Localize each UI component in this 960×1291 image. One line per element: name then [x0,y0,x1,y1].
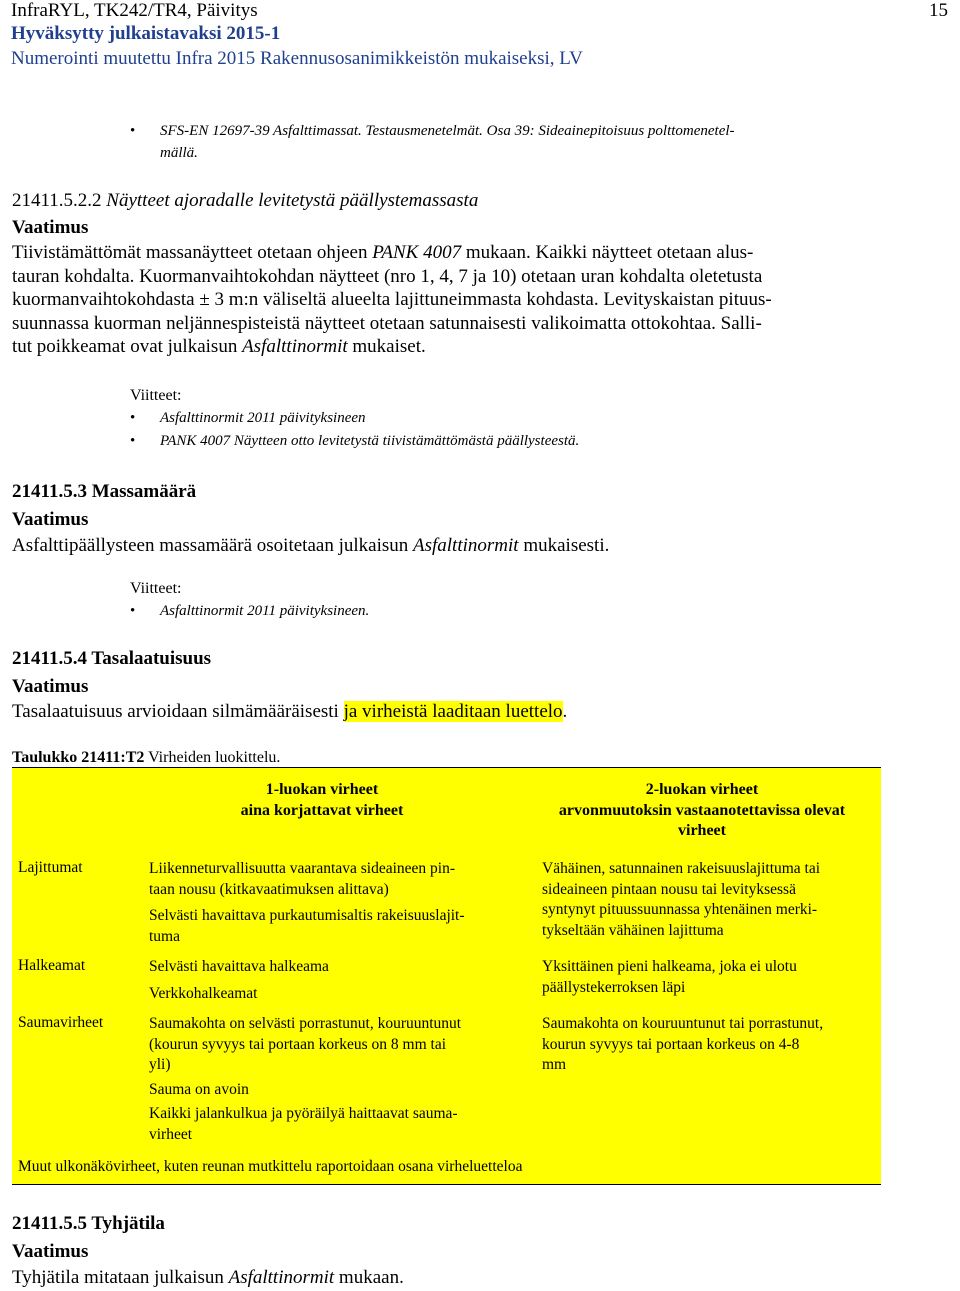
reference-text: PANK 4007 Näytteen otto levitetystä tiivistämättömästä päällysteestä. [160,433,580,449]
section-heading-5-5 [12,1213,165,1235]
text-span: mukaan. [334,1267,404,1288]
header-line: 2-luokan virheet [645,781,759,798]
requirement-label: Vaatimus [12,509,89,530]
cell-line: Vähäinen, satunnainen rakeisuuslajittuma tai [542,860,821,877]
text-span: Tyhjätila mitataan julkaisun [12,1267,229,1288]
reference-line-2: mällä. [160,145,198,161]
reference-item [130,433,580,450]
section-heading-5-3 [12,481,196,503]
bullet-icon: • [130,410,136,426]
reference-name: Asfalttinormit [228,1267,335,1288]
table-caption [12,749,280,767]
caption-label: Taulukko 21411:T2 [12,749,145,766]
text-span: Asfalttipäällysteen massamäärä osoitetaan julkaisun [12,535,413,556]
requirement-label: Vaatimus [12,676,89,697]
requirement-label: Vaatimus [12,217,89,238]
cell-line: taan nousu (kitkavaatimuksen alittava) [149,880,389,898]
bullet-icon: • [130,603,136,619]
highlighted-text: ja virheistä laaditaan luettelo [343,701,563,722]
section-title: Tasalaatuisuus [91,648,212,669]
cell-line: Selvästi havaittava purkautumisaltis rakeisuuslajit- [149,907,465,924]
section-heading-5-2-2 [12,190,478,212]
section-title: Tyhjätila [91,1213,165,1234]
bullet-icon: • [130,433,136,449]
table-cell-class2 [542,957,872,998]
cell-line: mm [542,1056,567,1073]
header-line: virheet [678,822,726,839]
cell-line: tuma [149,927,180,945]
cell-line: Liikenneturvallisuutta vaarantava sideaineen pin- [149,860,456,877]
text-span: . [562,701,568,722]
reference-name: Asfalttinormit [413,535,519,556]
section-number: 21411.5.3 [12,481,87,502]
page-number: 15 [929,0,948,21]
reference-item [130,410,366,427]
text-span: tut poikkeamat ovat julkaisun [12,336,243,357]
text-span: mukaisesti. [518,535,610,556]
table-cell-class1 [149,957,509,1004]
cell-line: virheet [149,1125,193,1143]
references-title: Viitteet: [130,580,182,597]
table-footer-note: Muut ulkonäkövirheet, kuten reunan mutkittelu raportoidaan osana virheluetteloa [18,1158,523,1175]
section-paragraph [12,1266,882,1290]
section-number: 21411.5.5 [12,1213,87,1234]
cell-line: Kaikki jalankulkua ja pyöräilyä haittaavat sauma- [149,1105,458,1122]
header-line: 1-luokan virheet [265,781,379,798]
paragraph-line: tauran kohdalta. Kuormanvaihtokohdan näytteet (nro 1, 4, 7 ja 10) otetaan uran kohdalta oletetusta [12,265,763,287]
defect-classification-table [12,767,881,1185]
text-span: mukaiset. [347,336,426,357]
header-line: arvonmuutoksin vastaanotettavissa olevat [558,801,846,819]
text-span: mukaan. Kaikki näytteet otetaan alus- [461,242,754,263]
section-paragraph [12,700,882,724]
doc-header-note: Numerointi muutettu Infra 2015 Rakennusosanimikkeistön mukaiseksi, LV [11,48,583,69]
cell-line: sideaineen pintaan nousu tai levityksessä [542,880,796,898]
table-row-label: Lajittumat [18,859,83,876]
section-number: 21411.5.4 [12,648,87,669]
table-row-label: Saumavirheet [18,1014,104,1031]
cell-line: syntynyt pituussuunnassa yhtenäinen merki- [542,901,818,918]
caption-text: Virheiden luokittelu. [144,749,281,766]
paragraph-line: kuormanvaihtokohdasta ± 3 m:n väliseltä alueelta lajittuneimmasta kohdasta. Levityskaistan pituus- [12,289,772,310]
doc-header-title: InfraRYL, TK242/TR4, Päivitys [11,0,258,21]
references-title: Viitteet: [130,387,182,404]
text-span: Tiivistämättömät massanäytteet otetaan ohjeen [12,242,373,263]
cell-line: päällystekerroksen läpi [542,978,686,996]
table-cell-class2 [542,1014,872,1076]
reference-item [130,603,370,620]
reference-line-1: SFS-EN 12697-39 Asfalttimassat. Testausmenetelmät. Osa 39: Sideainepitoisuus polttomenetel- [160,123,735,139]
cell-line: Saumakohta on kouruuntunut tai porrastunut, [542,1015,824,1032]
table-cell-class1 [149,859,509,947]
cell-line: tykseltään vähäinen lajittuma [542,921,724,939]
doc-header-status: Hyväksytty julkaistavaksi 2015-1 [11,23,281,44]
reference-text: Asfalttinormit 2011 päivityksineen. [160,603,370,619]
table-cell-class1 [149,1014,529,1145]
reference-text: Asfalttinormit 2011 päivityksineen [160,410,366,426]
table-cell-class2 [542,859,872,941]
header-line: aina korjattavat virheet [240,801,404,819]
reference-bullet [130,120,880,164]
table-header-class1 [162,780,482,821]
section-heading-5-4 [12,648,211,670]
cell-line: Saumakohta on selvästi porrastunut, kouruuntunut [149,1015,462,1032]
cell-line: (kourun syvyys tai portaan korkeus on 8 mm tai [149,1035,447,1053]
reference-name: PANK 4007 [372,242,462,263]
cell-line: Selvästi havaittava halkeama [149,958,329,975]
section-number: 21411.5.2.2 [12,190,102,211]
cell-line: Sauma on avoin [149,1080,249,1098]
paragraph-line: suunnassa kuorman neljännespisteistä näytteet otetaan satunnaisesti valikoimatta ottokohtaa. Salli- [12,312,762,334]
section-paragraph [12,241,882,359]
section-title: Massamäärä [91,481,197,502]
cell-line: yli) [149,1056,171,1073]
reference-name: Asfalttinormit [242,336,348,357]
cell-line: Verkkohalkeamat [149,984,258,1002]
section-title: Näytteet ajoradalle levitetystä päällystemassasta [106,190,479,211]
text-span: Tasalaatuisuus arvioidaan silmämääräisesti [12,701,344,722]
section-paragraph [12,534,882,558]
requirement-label: Vaatimus [12,1241,89,1262]
paragraph-line [12,241,882,265]
paragraph-line [12,335,882,359]
table-header-class2 [537,780,867,842]
table-row-label: Halkeamat [18,957,86,974]
bullet-icon: • [130,123,136,139]
cell-line: kourun syvyys tai portaan korkeus on 4-8 [542,1035,800,1053]
cell-line: Yksittäinen pieni halkeama, joka ei ulotu [542,958,797,975]
